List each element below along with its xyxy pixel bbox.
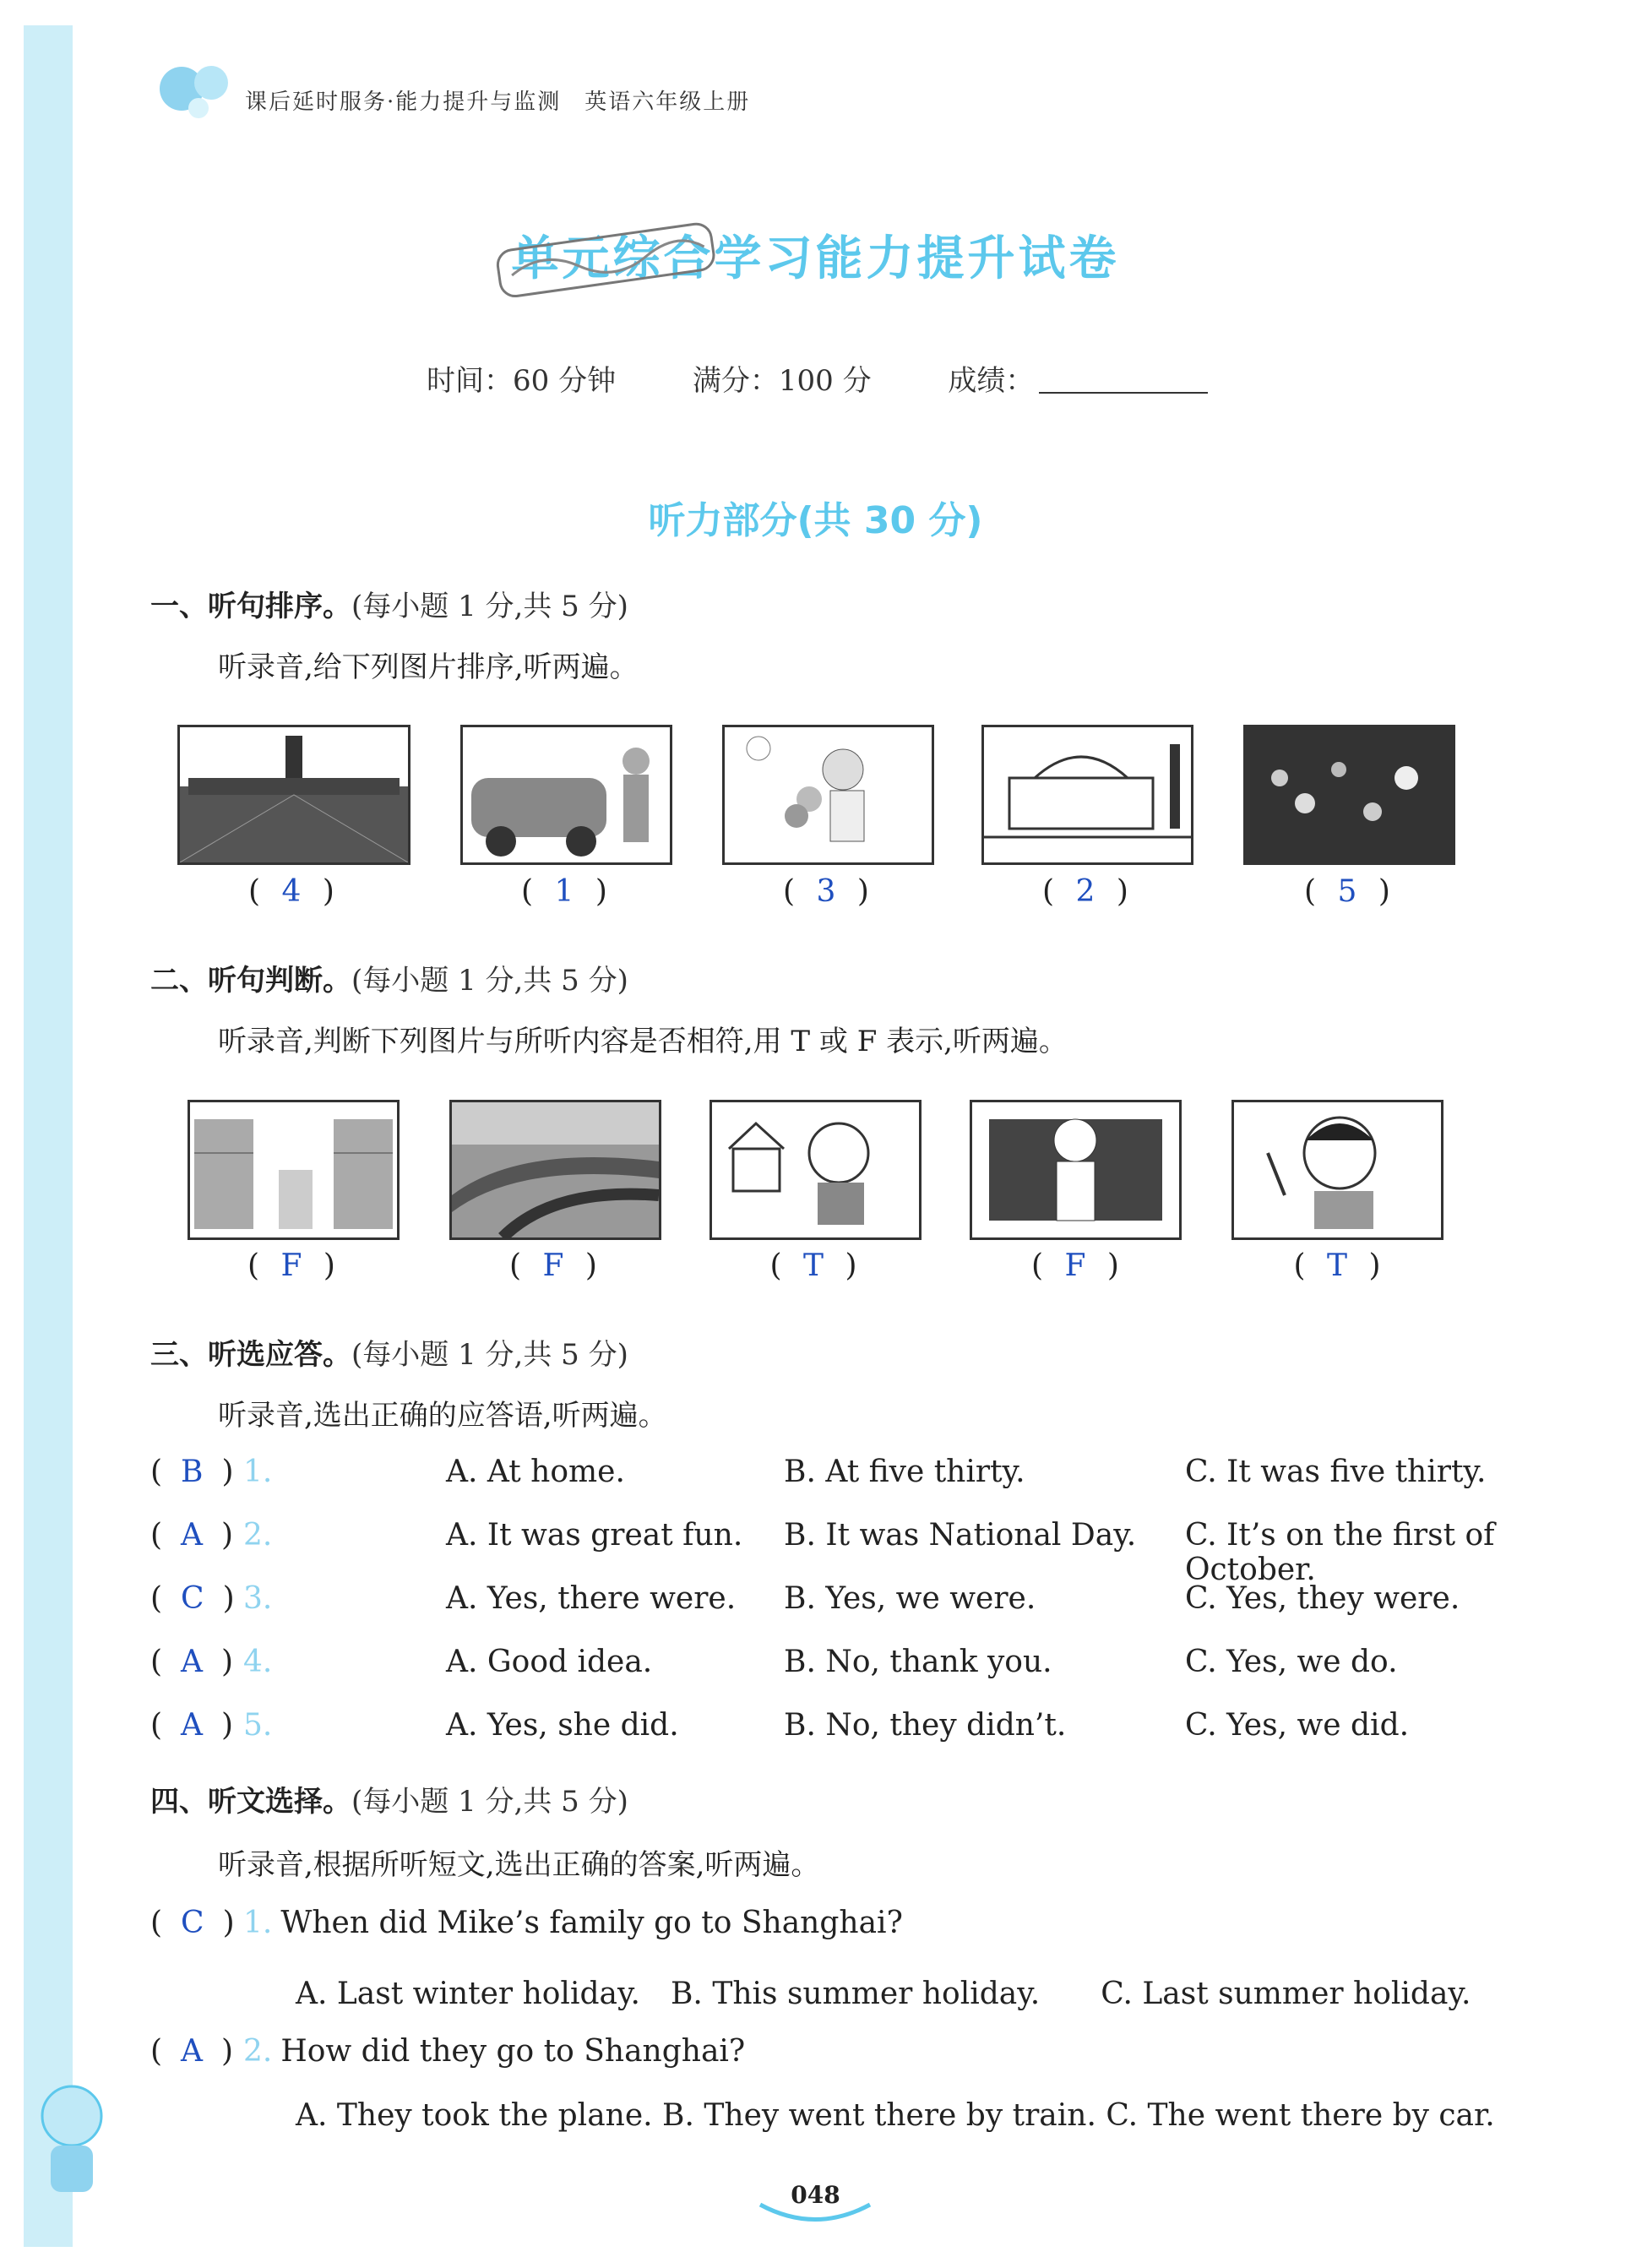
option-b: B. At five thirty. xyxy=(784,1455,1025,1489)
picture-tiananmen-square xyxy=(177,725,410,865)
q2-answer-5[interactable]: ( T ) xyxy=(1293,1248,1381,1283)
option-a: A. Yes, there were. xyxy=(446,1581,737,1616)
q3-instruction: 听录音,选出正确的应答语,听两遍。 xyxy=(218,1399,667,1433)
q1-instruction: 听录音,给下列图片排序,听两遍。 xyxy=(218,650,639,684)
answer-blank[interactable]: ( C ) xyxy=(150,1581,235,1616)
left-decorative-strip xyxy=(24,25,73,2247)
answer-blank[interactable]: ( A ) xyxy=(150,1518,234,1553)
option-c: C. It’s on the first of October. xyxy=(1185,1518,1495,1587)
exam-meta xyxy=(427,357,1343,399)
q3-item-4: ( A ) 4. A. Good idea. B. No, thank you. C. Yes, we do. xyxy=(150,1645,1398,1679)
picture-stadium-building xyxy=(981,725,1193,865)
q1-answer-5[interactable]: ( 5 ) xyxy=(1304,874,1390,909)
q3-item-5: ( A ) 5. A. Yes, she did. B. No, they didn’t. C. Yes, we did. xyxy=(150,1708,1410,1743)
picture-boy-eating-cake xyxy=(1231,1100,1443,1240)
picture-supermarket-shelves xyxy=(188,1100,400,1240)
answer-blank[interactable]: ( C ) xyxy=(150,1906,235,1940)
option-a: A. Yes, she did. xyxy=(446,1708,679,1743)
q2-answer-4[interactable]: ( F ) xyxy=(1031,1248,1119,1283)
picture-fruit-garden xyxy=(1243,725,1455,865)
picture-washing-car xyxy=(460,725,672,865)
option-b: B. It was National Day. xyxy=(784,1518,1137,1553)
q2-heading: 二、听句判断。(每小题 1 分,共 5 分) xyxy=(150,964,628,998)
question-text: How did they go to Shanghai? xyxy=(280,2034,746,2069)
option-c: C. Yes, we do. xyxy=(1185,1645,1398,1679)
picture-girl-with-balloons xyxy=(722,725,934,865)
page-header: 课后延时服务·能力提升与监测 英语六年级上册 xyxy=(245,90,751,115)
q2-answer-1[interactable]: ( F ) xyxy=(247,1248,335,1283)
q3-heading: 三、听选应答。(每小题 1 分,共 5 分) xyxy=(150,1338,628,1372)
page-title: 单元综合学习能力提升试卷 xyxy=(511,231,1120,286)
score-blank xyxy=(1039,370,1208,394)
option-a: A. Good idea. xyxy=(446,1645,653,1679)
q4-item-1-options: A. Last winter holiday. B. This summer holiday. C. Last summer holiday. xyxy=(296,1977,1471,2011)
listening-section-title: 听力部分(共 30 分) xyxy=(648,499,983,542)
answer-blank[interactable]: ( B ) xyxy=(150,1455,234,1489)
q4-instruction: 听录音,根据所听短文,选出正确的答案,听两遍。 xyxy=(218,1848,820,1882)
q1-answer-2[interactable]: ( 1 ) xyxy=(521,874,607,909)
full-score: 满分：100 分 xyxy=(692,364,872,398)
question-text: When did Mike’s family go to Shanghai? xyxy=(280,1906,903,1940)
picture-cat-costume xyxy=(970,1100,1182,1240)
answer-blank[interactable]: ( A ) xyxy=(150,1645,234,1679)
q3-item-3: ( C ) 3. A. Yes, there were. B. Yes, we were. C. Yes, they were. xyxy=(150,1581,1460,1616)
q1-answer-4[interactable]: ( 2 ) xyxy=(1042,874,1128,909)
q3-item-1: ( B ) 1. A. At home. B. At five thirty. C. It was five thirty. xyxy=(150,1455,1487,1489)
q3-item-2: ( A ) 2. A. It was great fun. B. It was National Day. C. It’s on the first of October. xyxy=(150,1518,1519,1553)
q2-answer-3[interactable]: ( T ) xyxy=(769,1248,857,1283)
bubble-logo-icon xyxy=(152,51,245,127)
q4-item-1: ( C ) 1. When did Mike’s family go to Shanghai? xyxy=(150,1906,903,1940)
q1-answer-3[interactable]: ( 3 ) xyxy=(783,874,869,909)
q4-heading: 四、听文选择。(每小题 1 分,共 5 分) xyxy=(150,1785,628,1819)
option-a: A. It was great fun. xyxy=(446,1518,743,1553)
page-number: 048 xyxy=(791,2181,840,2209)
option-b: B. No, they didn’t. xyxy=(784,1708,1067,1743)
option-c: C. Yes, we did. xyxy=(1185,1708,1410,1743)
picture-boy-going-to-school xyxy=(709,1100,922,1240)
answer-blank[interactable]: ( A ) xyxy=(150,2034,234,2069)
q4-item-2: ( A ) 2. How did they go to Shanghai? xyxy=(150,2034,746,2069)
q2-answer-2[interactable]: ( F ) xyxy=(509,1248,597,1283)
option-b: B. Yes, we were. xyxy=(784,1581,1036,1616)
picture-great-wall xyxy=(449,1100,661,1240)
q2-instruction: 听录音,判断下列图片与所听内容是否相符,用 T 或 F 表示,听两遍。 xyxy=(218,1025,1068,1058)
option-a: A. At home. xyxy=(446,1455,625,1489)
q1-answer-1[interactable]: ( 4 ) xyxy=(248,874,334,909)
time-limit: 时间：60 分钟 xyxy=(427,364,617,398)
answer-blank[interactable]: ( A ) xyxy=(150,1708,234,1743)
option-c: C. Yes, they were. xyxy=(1185,1581,1460,1616)
q1-heading: 一、听句排序。(每小题 1 分,共 5 分) xyxy=(150,590,628,623)
option-b: B. No, thank you. xyxy=(784,1645,1052,1679)
q4-item-2-options: A. They took the plane. B. They went there by train. C. The went there by car. xyxy=(296,2098,1495,2133)
option-c: C. It was five thirty. xyxy=(1185,1455,1487,1489)
score-label: 成绩： xyxy=(948,364,1275,398)
